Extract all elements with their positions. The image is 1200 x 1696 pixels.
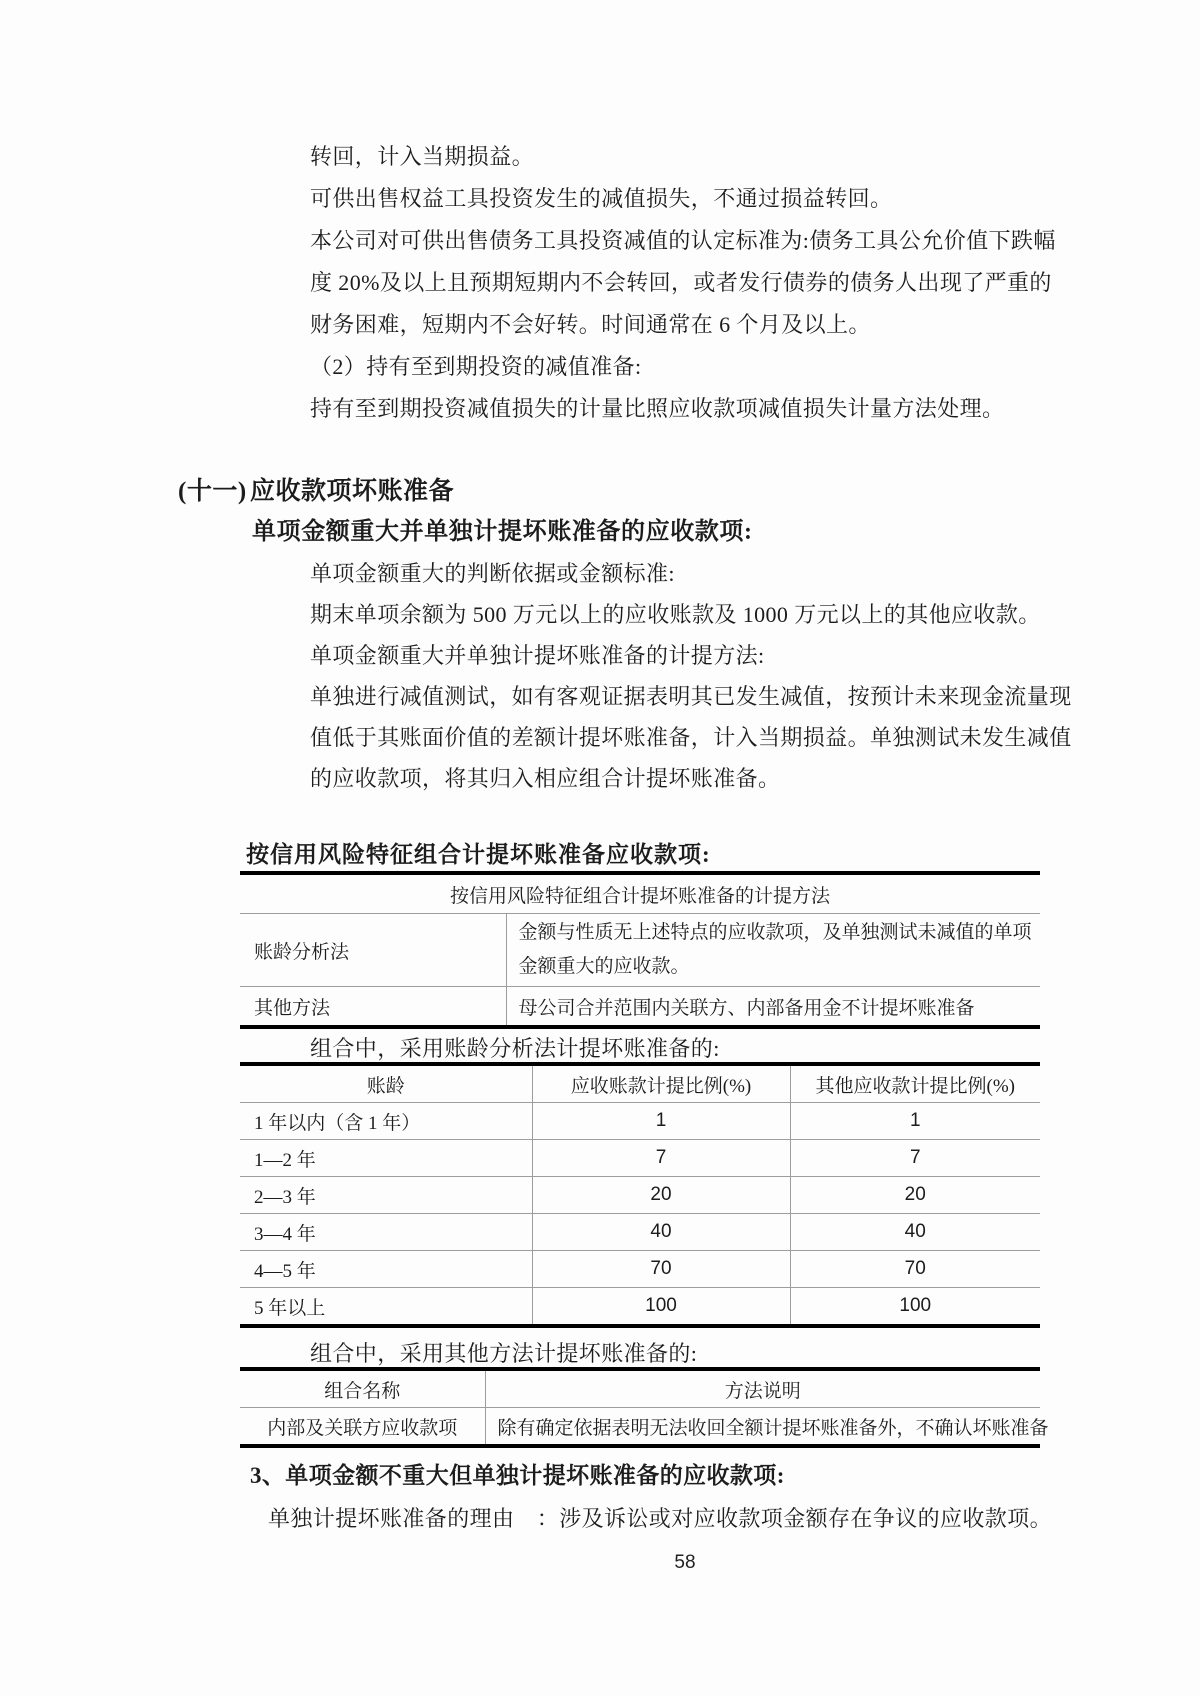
ratio-cell: 40 (790, 1214, 1040, 1251)
table-header-row (240, 873, 1040, 914)
aging-label-cell: 5 年以上 (240, 1288, 532, 1327)
column-header-method-desc: 方法说明 (485, 1369, 1040, 1408)
aging-label-cell: 4—5 年 (240, 1251, 532, 1288)
portfolio-name-cell: 内部及关联方应收款项 (240, 1408, 485, 1447)
paragraph-line: 值低于其账面价值的差额计提坏账准备，计入当期损益。单独测试未发生减值 (310, 725, 1072, 750)
other-method-table (240, 1367, 1049, 1448)
ratio-cell: 1 (532, 1103, 790, 1140)
method-name-cell: 账龄分析法 (240, 914, 506, 987)
paragraph-line: 可供出售权益工具投资发生的减值损失，不通过损益转回。 (310, 186, 893, 211)
paragraph-line: 单项金额重大并单独计提坏账准备的计提方法: (310, 643, 765, 668)
page-number: 58 (674, 1552, 696, 1573)
table-row (240, 987, 1040, 1028)
table-header-row (240, 1369, 1040, 1408)
table-row (240, 1251, 1040, 1288)
method-name-cell: 其他方法 (240, 987, 506, 1028)
column-header-ar-ratio: 应收账款计提比例(%) (532, 1064, 790, 1103)
ratio-cell: 7 (790, 1140, 1040, 1177)
other-method-table-caption: 组合中，采用其他方法计提坏账准备的: (310, 1341, 698, 1366)
ratio-cell: 20 (790, 1177, 1040, 1214)
paragraph-line: 财务困难，短期内不会好转。时间通常在 6 个月及以上。 (310, 312, 871, 337)
paragraph-line: 持有至到期投资减值损失的计量比照应收款项减值损失计量方法处理。 (310, 396, 1005, 421)
column-header-portfolio-name: 组合名称 (240, 1369, 485, 1408)
ratio-cell: 20 (532, 1177, 790, 1214)
section-title: 应收款项坏账准备 (250, 478, 455, 505)
paragraph-line: 单独进行减值测试，如有客观证据表明其已发生减值，按预计未来现金流量现 (310, 684, 1072, 709)
method-desc-cell: 除有确定依据表明无法收回全额计提坏账准备外，不确认坏账准备 (497, 1417, 1049, 1439)
paragraph-line: 的应收款项，将其归入相应组合计提坏账准备。 (310, 766, 781, 791)
table-header-row (240, 1064, 1040, 1103)
subsection-heading-significant: 单项金额重大并单独计提坏账准备的应收款项: (252, 519, 753, 545)
table-row (240, 914, 1040, 987)
paragraph-line: 单项金额重大的判断依据或金额标准: (310, 561, 675, 586)
paragraph-line: 度 20%及以上且预期短期内不会转回，或者发行债券的债务人出现了严重的 (310, 270, 1052, 295)
aging-analysis-table (240, 1062, 1040, 1328)
subsection-heading-portfolio: 按信用风险特征组合计提坏账准备应收款项: (246, 842, 711, 867)
aging-label-cell: 1 年以内（含 1 年） (240, 1103, 532, 1140)
table-header-cell: 按信用风险特征组合计提坏账准备的计提方法 (240, 873, 1040, 914)
paragraph-line: 单独计提坏账准备的理由 ：涉及诉讼或对应收款项金额存在争议的应收款项。 (268, 1506, 1053, 1531)
paragraph-line: 期末单项余额为 500 万元以上的应收账款及 1000 万元以上的其他应收款。 (310, 602, 1041, 627)
ratio-cell: 70 (532, 1251, 790, 1288)
method-desc-cell: 金额与性质无上述特点的应收款项，及单独测试未减值的单项金额重大的应收款。 (506, 914, 1040, 987)
paragraph-line: 转回，计入当期损益。 (310, 144, 535, 169)
ratio-cell: 40 (532, 1214, 790, 1251)
table-row (240, 1288, 1040, 1327)
section-number: (十一) (178, 478, 247, 505)
ratio-cell: 70 (790, 1251, 1040, 1288)
table-row (240, 1214, 1040, 1251)
ratio-cell: 100 (899, 1295, 932, 1316)
column-header-other-ratio: 其他应收款计提比例(%) (790, 1064, 1040, 1103)
column-header-aging: 账龄 (240, 1064, 532, 1103)
aging-table-caption: 组合中，采用账龄分析法计提坏账准备的: (310, 1036, 720, 1061)
paragraph-line: （2）持有至到期投资的减值准备: (310, 354, 642, 379)
ratio-cell: 1 (790, 1103, 1040, 1140)
table-row (240, 1103, 1040, 1140)
aging-label-cell: 3—4 年 (240, 1214, 532, 1251)
table-row (240, 1408, 1040, 1447)
table-row (240, 1140, 1040, 1177)
aging-label-cell: 1—2 年 (240, 1140, 532, 1177)
subsection-heading-insignificant: 3、单项金额不重大但单独计提坏账准备的应收款项: (250, 1463, 785, 1488)
portfolio-method-table (240, 871, 1040, 1029)
ratio-cell: 100 (532, 1288, 790, 1327)
table-row (240, 1177, 1040, 1214)
paragraph-line: 本公司对可供出售债务工具投资减值的认定标准为:债务工具公允价值下跌幅 (310, 228, 1056, 253)
ratio-cell: 7 (532, 1140, 790, 1177)
method-desc-cell: 母公司合并范围内关联方、内部备用金不计提坏账准备 (518, 997, 975, 1019)
aging-label-cell: 2—3 年 (240, 1177, 532, 1214)
